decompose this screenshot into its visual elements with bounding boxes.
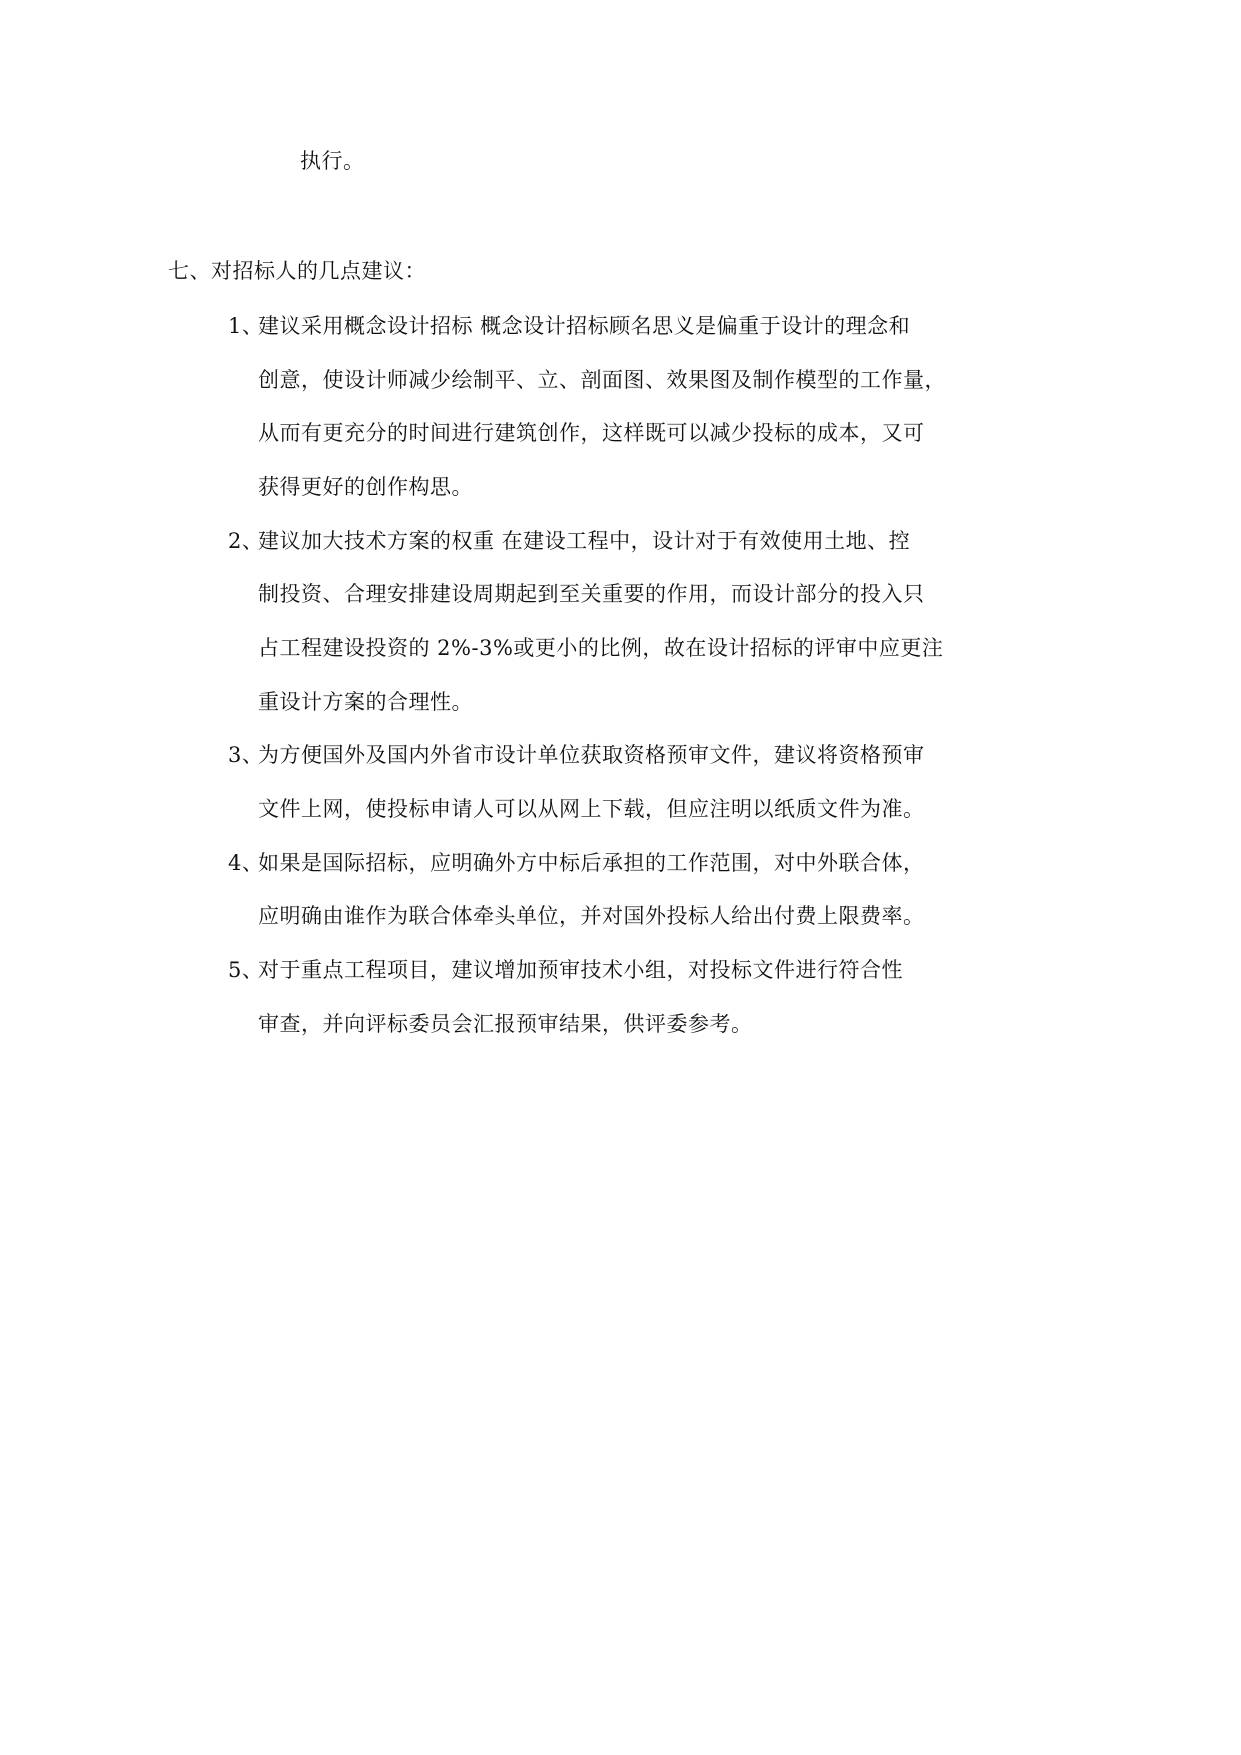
item-line: 建议加大技术方案的权重 在建设工程中，设计对于有效使用土地、控 xyxy=(258,529,911,553)
item-line: 制投资、合理安排建设周期起到至关重要的作用，而设计部分的投入只 xyxy=(258,582,925,606)
section-heading: 七、对招标人的几点建议： xyxy=(168,259,426,283)
item-line: 审查，并向评标委员会汇报预审结果，供评委参考。 xyxy=(258,1012,753,1036)
item-line: 为方便国外及国内外省市设计单位获取资格预审文件，建议将资格预审 xyxy=(258,743,925,767)
item-line: 应明确由谁作为联合体牵头单位，并对国外投标人给出付费上限费率。 xyxy=(258,904,925,928)
item-number: 4、 xyxy=(228,851,264,875)
item-line: 如果是国际招标，应明确外方中标后承担的工作范围，对中外联合体， xyxy=(258,851,925,875)
item-number: 5、 xyxy=(228,958,264,982)
item-line: 创意，使设计师减少绘制平、立、剖面图、效果图及制作模型的工作量， xyxy=(258,368,946,392)
item-line: 文件上网，使投标申请人可以从网上下载，但应注明以纸质文件为准。 xyxy=(258,797,925,821)
item-line: 获得更好的创作构思。 xyxy=(258,475,473,499)
item-number: 1、 xyxy=(228,314,264,338)
item-number: 2、 xyxy=(228,529,264,553)
item-line: 占工程建设投资的 2%-3%或更小的比例，故在设计招标的评审中应更注 xyxy=(258,636,944,660)
item-line: 对于重点工程项目，建议增加预审技术小组，对投标文件进行符合性 xyxy=(258,958,903,982)
continuation-text: 执行。 xyxy=(300,149,365,173)
item-number: 3、 xyxy=(228,743,264,767)
item-line: 建议采用概念设计招标 概念设计招标顾名思义是偏重于设计的理念和 xyxy=(258,314,911,338)
item-line: 从而有更充分的时间进行建筑创作，这样既可以减少投标的成本，又可 xyxy=(258,421,925,445)
item-line: 重设计方案的合理性。 xyxy=(258,690,473,714)
